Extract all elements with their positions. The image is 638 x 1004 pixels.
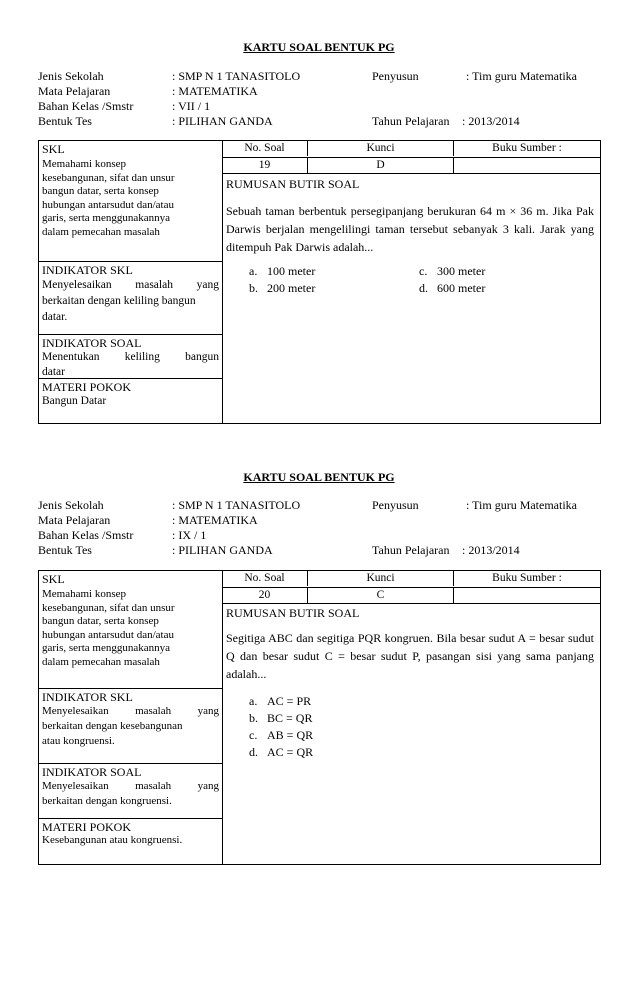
- mata-pelajaran-value: : MATEMATIKA: [172, 513, 258, 527]
- bentuk-tes-label: Bentuk Tes: [38, 543, 92, 557]
- no-soal-header: No. Soal: [222, 141, 308, 156]
- indikator-soal-heading: INDIKATOR SOAL: [42, 765, 142, 779]
- question-text: Sebuah taman berbentuk persegipanjang berukuran 64 m × 36 m. Jika Pak Darwis berjalan mengelilingi taman tersebut sebanyak 3 kali. Jarak yang ditempuh Pak Darwis adalah...: [226, 204, 594, 254]
- materi-pokok-section: [39, 818, 222, 864]
- skl-line: Memahami konsep: [42, 588, 127, 600]
- indikator-skl-line: datar.: [42, 311, 68, 323]
- bahan-kelas-value: : IX / 1: [172, 528, 207, 542]
- no-soal-header: No. Soal: [222, 571, 308, 586]
- option-c: c. 300 meter: [419, 264, 486, 278]
- bahan-kelas-label: Bahan Kelas /Smstr: [38, 99, 134, 113]
- meta-header-row: [222, 141, 600, 156]
- skl-section: [39, 141, 222, 261]
- skl-line: garis, serta menggunakannya: [42, 212, 170, 224]
- option-c: c. AB = QR: [249, 728, 314, 742]
- materi-pokok-line: Kesebangunan atau kongruensi.: [42, 834, 183, 846]
- indikator-soal-line: Menentukan keliling bangun: [42, 351, 219, 363]
- option-b: b. BC = QR: [249, 711, 313, 725]
- jenis-sekolah-value: : SMP N 1 TANASITOLO: [172, 69, 301, 83]
- skl-line: kesebangunan, sifat dan unsur: [42, 171, 175, 184]
- kunci-header: Kunci: [308, 141, 454, 156]
- penyusun-label: Penyusun: [372, 498, 419, 512]
- indikator-skl-heading: INDIKATOR SKL: [42, 690, 133, 704]
- rumusan-butir-soal-label: RUMUSAN BUTIR SOAL: [226, 606, 360, 620]
- skl-heading: SKL: [42, 142, 65, 156]
- options-list: [249, 693, 313, 761]
- meta-value-row: [222, 157, 600, 174]
- skl-line: hubungan antarsudut dan/atau: [42, 628, 174, 641]
- indikator-skl-section: [39, 261, 222, 334]
- card-title: KARTU SOAL BENTUK PG: [243, 470, 395, 484]
- card-table: [38, 570, 601, 865]
- jenis-sekolah-label: Jenis Sekolah: [38, 498, 104, 512]
- materi-pokok-line: Bangun Datar: [42, 395, 107, 407]
- jenis-sekolah-label: Jenis Sekolah: [38, 69, 104, 83]
- meta-value-row: [222, 587, 600, 604]
- option-a: a. 100 meter: [249, 264, 316, 278]
- skl-line: bangun datar, serta konsep: [42, 615, 159, 627]
- mata-pelajaran-label: Mata Pelajaran: [38, 84, 111, 98]
- bahan-kelas-value: : VII / 1: [172, 99, 211, 113]
- kunci-value: D: [308, 158, 454, 173]
- skl-line: bangun datar, serta konsep: [42, 185, 159, 197]
- indikator-soal-section: [39, 763, 222, 818]
- rumusan-butir-soal-label: RUMUSAN BUTIR SOAL: [226, 177, 360, 191]
- materi-pokok-section: [39, 378, 222, 423]
- bentuk-tes-label: Bentuk Tes: [38, 114, 92, 128]
- option-b: b. 200 meter: [249, 281, 316, 295]
- indikator-soal-section: [39, 334, 222, 378]
- indikator-skl-heading: INDIKATOR SKL: [42, 263, 133, 277]
- indikator-skl-line: Menyelesaikan masalah yang: [42, 705, 219, 717]
- right-column: [222, 571, 600, 864]
- left-column: [39, 141, 223, 423]
- tahun-pelajaran-label: Tahun Pelajaran: [372, 114, 450, 128]
- indikator-skl-line: atau kongruensi.: [42, 735, 115, 747]
- no-soal-value: 19: [222, 158, 308, 173]
- left-column: [39, 571, 223, 864]
- jenis-sekolah-value: : SMP N 1 TANASITOLO: [172, 498, 301, 512]
- options-left: [249, 263, 315, 297]
- options-right: [419, 263, 485, 297]
- buku-sumber-value: [454, 158, 600, 173]
- question-text: Segitiga ABC dan segitiga PQR kongruen. Bila besar sudut A = besar sudut Q dan besar sudut C = besar sudut P, pasangan sisi yang sama panjang adalah...: [226, 631, 594, 681]
- skl-line: Memahami konsep: [42, 158, 127, 170]
- no-soal-value: 20: [222, 588, 308, 603]
- meta-header-row: [222, 571, 600, 586]
- buku-sumber-value: [454, 588, 600, 603]
- indikator-soal-heading: INDIKATOR SOAL: [42, 336, 142, 350]
- materi-pokok-heading: MATERI POKOK: [42, 380, 132, 394]
- buku-sumber-header: Buku Sumber :: [492, 572, 562, 584]
- tahun-pelajaran-value: : 2013/2014: [462, 543, 520, 557]
- option-a: a. AC = PR: [249, 694, 312, 708]
- card-table: [38, 140, 601, 424]
- option-d: d. 600 meter: [419, 281, 486, 295]
- materi-pokok-heading: MATERI POKOK: [42, 820, 132, 834]
- mata-pelajaran-label: Mata Pelajaran: [38, 513, 111, 527]
- skl-line: garis, serta menggunakannya: [42, 642, 170, 654]
- indikator-skl-line: berkaitan dengan kesebangunan: [42, 720, 183, 732]
- bentuk-tes-value: : PILIHAN GANDA: [172, 543, 273, 557]
- tahun-pelajaran-label: Tahun Pelajaran: [372, 543, 450, 557]
- skl-line: kesebangunan, sifat dan unsur: [42, 601, 175, 614]
- indikator-skl-section: [39, 688, 222, 763]
- bentuk-tes-value: : PILIHAN GANDA: [172, 114, 273, 128]
- skl-line: hubungan antarsudut dan/atau: [42, 198, 174, 211]
- option-d: d. AC = QR: [249, 745, 314, 759]
- kunci-header: Kunci: [308, 571, 454, 586]
- skl-line: dalam pemecahan masalah: [42, 655, 160, 668]
- penyusun-value: : Tim guru Matematika: [466, 69, 577, 83]
- card-title: KARTU SOAL BENTUK PG: [243, 40, 395, 54]
- indikator-skl-line: berkaitan dengan keliling bangun: [42, 295, 196, 307]
- mata-pelajaran-value: : MATEMATIKA: [172, 84, 258, 98]
- penyusun-label: Penyusun: [372, 69, 419, 83]
- buku-sumber-header: Buku Sumber :: [492, 142, 562, 154]
- bahan-kelas-label: Bahan Kelas /Smstr: [38, 528, 134, 542]
- skl-heading: SKL: [42, 572, 65, 586]
- indikator-skl-line: Menyelesaikan masalah yang: [42, 279, 219, 291]
- indikator-soal-line: Menyelesaikan masalah yang: [42, 780, 219, 792]
- right-column: [222, 141, 600, 423]
- skl-section: [39, 571, 222, 688]
- penyusun-value: : Tim guru Matematika: [466, 498, 577, 512]
- skl-line: dalam pemecahan masalah: [42, 225, 160, 238]
- indikator-soal-line: berkaitan dengan kongruensi.: [42, 795, 172, 807]
- indikator-soal-line: datar: [42, 366, 65, 378]
- kunci-value: C: [308, 588, 454, 603]
- tahun-pelajaran-value: : 2013/2014: [462, 114, 520, 128]
